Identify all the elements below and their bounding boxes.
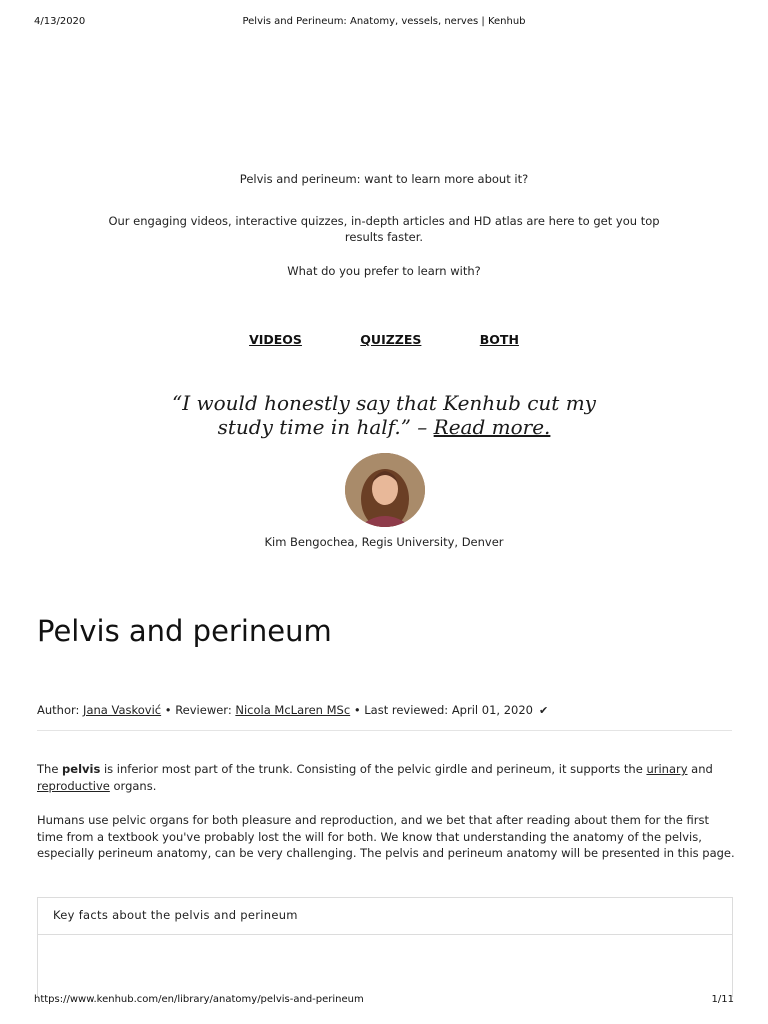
key-facts-header: Key facts about the pelvis and perineum <box>38 898 732 935</box>
testimonial-avatar <box>345 453 425 527</box>
videos-link[interactable]: VIDEOS <box>249 332 302 347</box>
cta-description: Our engaging videos, interactive quizzes, in-depth articles and HD atlas are here to get you top results faster. <box>108 214 660 244</box>
learning-options <box>0 332 768 347</box>
quizzes-link[interactable]: QUIZZES <box>360 332 422 347</box>
check-icon: ✔ <box>538 704 549 717</box>
testimonial-quote <box>0 391 768 439</box>
print-title: Pelvis and Perineum: Anatomy, vessels, nerves | Kenhub <box>242 16 526 27</box>
print-url: https://www.kenhub.com/en/library/anatomy/pelvis-and-perineum <box>34 994 364 1005</box>
author-label: Author: <box>37 703 84 717</box>
intro-paragraph <box>37 761 737 794</box>
urinary-link[interactable]: urinary <box>646 762 688 776</box>
p1-text-3: and <box>687 762 713 776</box>
cta-prefer: What do you prefer to learn with? <box>287 264 481 278</box>
key-facts-table <box>37 897 733 997</box>
reviewer-link[interactable]: Nicola McLaren MSc <box>235 703 351 717</box>
author-link[interactable]: Jana Vasković <box>83 703 162 717</box>
quote-line-2 <box>0 415 768 439</box>
cta-question: Pelvis and perineum: want to learn more about it? <box>239 172 529 186</box>
read-more-link[interactable]: Read more. <box>433 415 551 439</box>
testimonial-attribution: Kim Bengochea, Regis University, Denver <box>264 535 504 549</box>
page-title: Pelvis and perineum <box>37 614 332 648</box>
p1-text-2: is inferior most part of the trunk. Consisting of the pelvic girdle and perineum, it supports the <box>100 762 647 776</box>
quote-line-2-text: study time in half.” – <box>217 415 434 439</box>
both-link[interactable]: BOTH <box>479 332 519 347</box>
p1-text-4: organs. <box>109 778 157 793</box>
print-date: 4/13/2020 <box>34 16 86 27</box>
learning-cta <box>0 172 768 278</box>
pelvis-term: pelvis <box>62 762 101 776</box>
avatar-photo <box>345 453 425 527</box>
reviewer-label: • Reviewer: <box>161 703 236 717</box>
quote-line-1: “I would honestly say that Kenhub cut my <box>172 391 596 415</box>
body-paragraph: Humans use pelvic organs for both pleasure and reproduction, and we bet that after reading about them for the first time from a textbook you've probably lost the will for both. We know that understanding the anatomy of the pelvis, especially perineum anatomy, can be very challenging. The pelvis and perineum anatomy will be presented in this page. <box>37 813 735 860</box>
article-meta <box>37 703 732 731</box>
reproductive-link[interactable]: reproductive <box>37 778 110 793</box>
last-reviewed: • Last reviewed: April 01, 2020 <box>350 703 533 717</box>
print-header <box>0 16 768 30</box>
print-page-number: 1/11 <box>711 994 734 1005</box>
p1-text-1: The <box>37 762 63 776</box>
